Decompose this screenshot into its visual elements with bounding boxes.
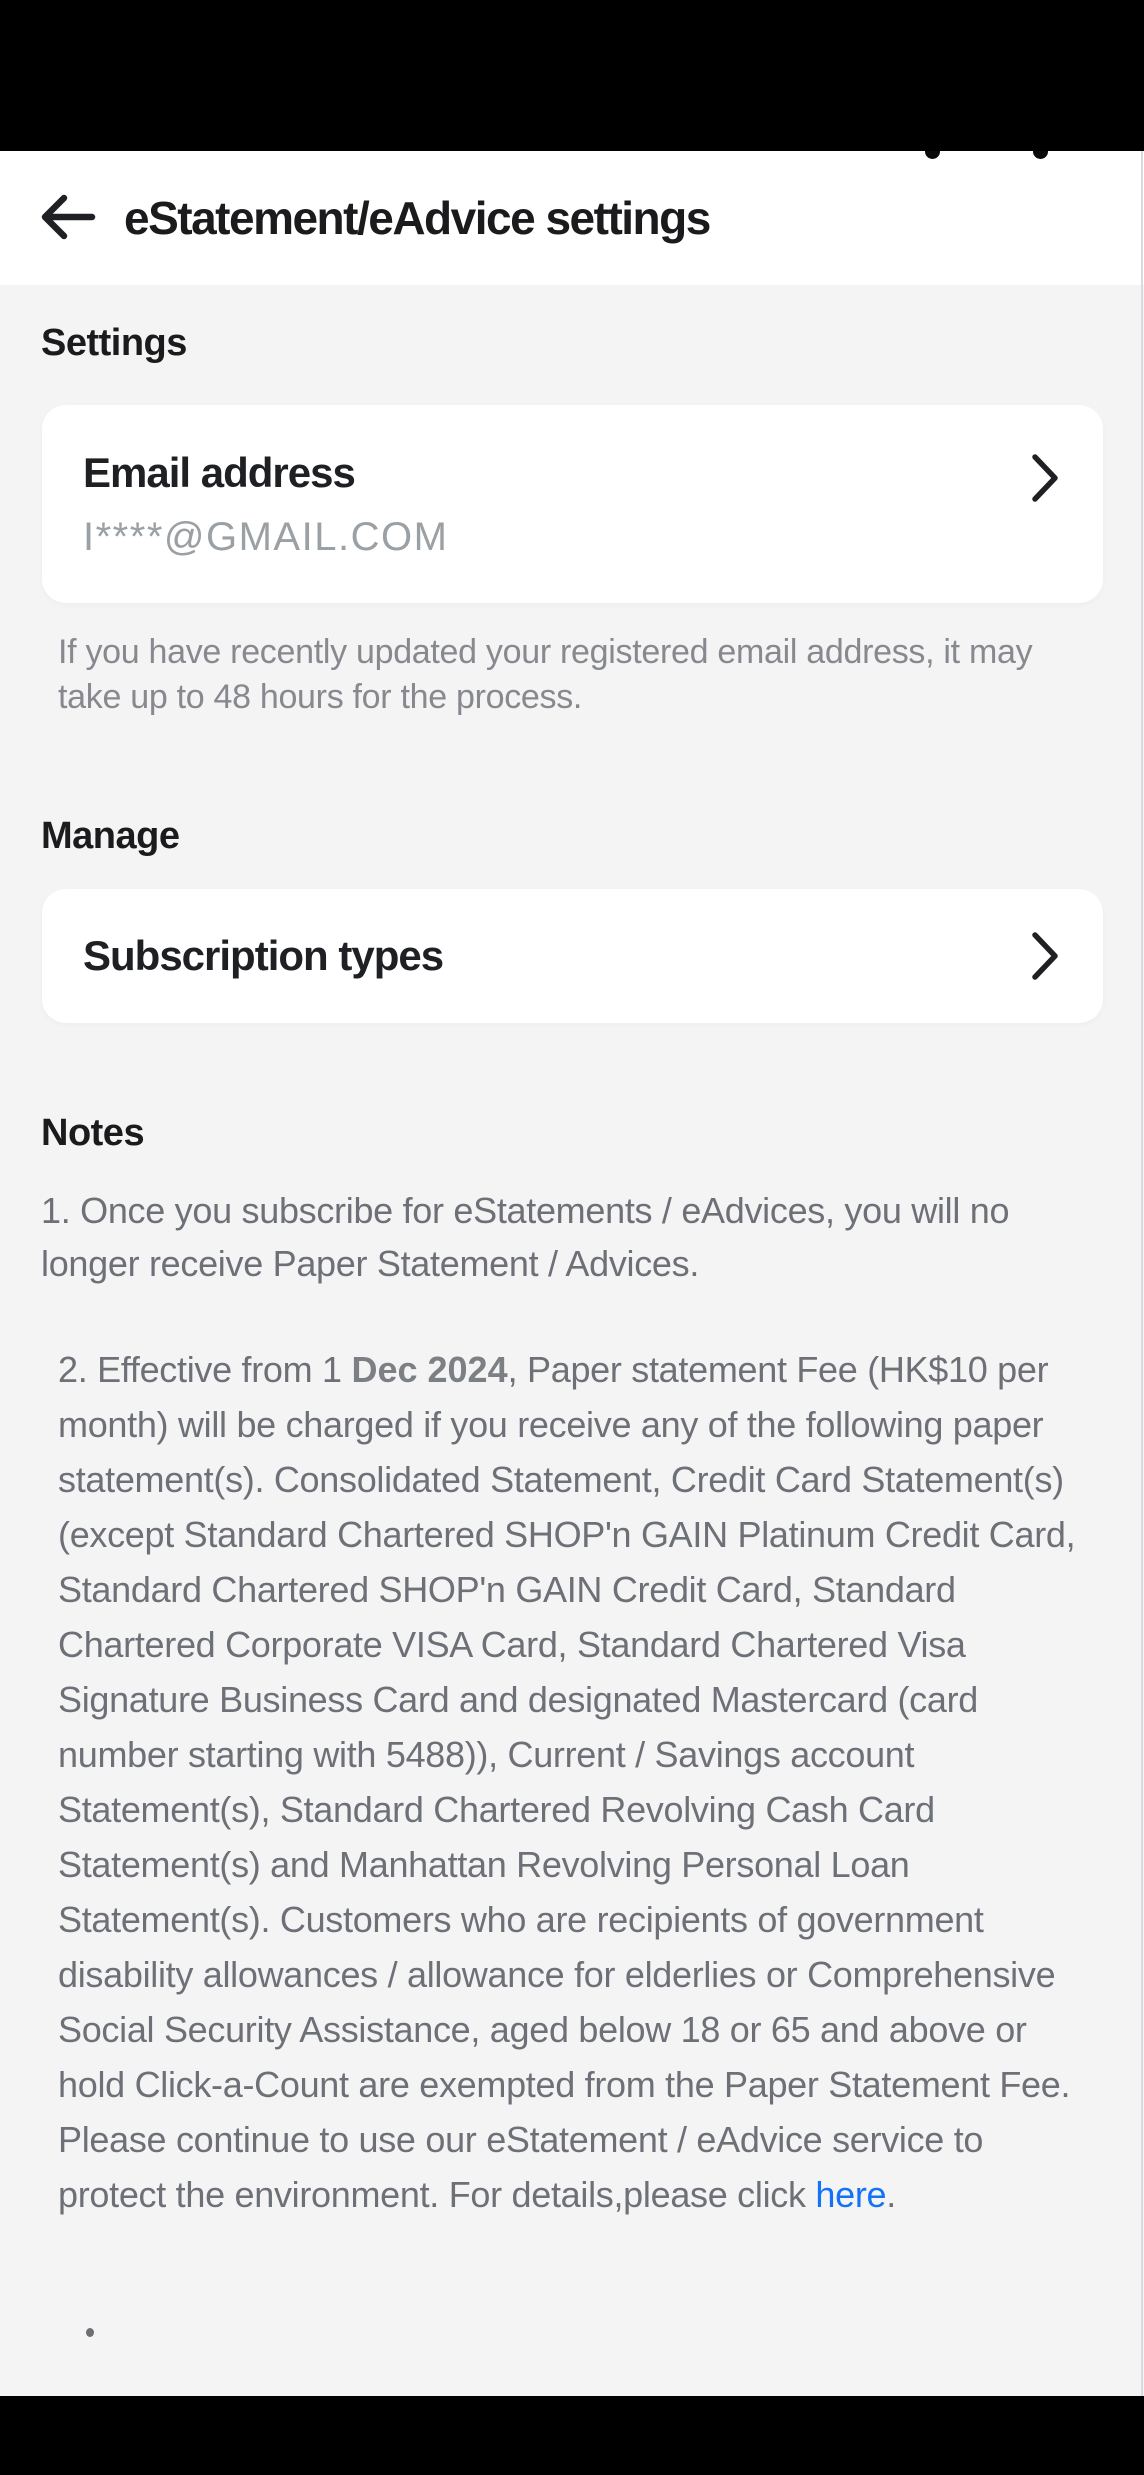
chevron-right-icon (1031, 931, 1059, 981)
section-label-manage: Manage (41, 815, 180, 857)
note2-suffix-text: . (886, 2174, 896, 2215)
email-address-label: Email address (83, 449, 355, 496)
here-link[interactable]: here (815, 2174, 887, 2215)
chevron-right-icon (1031, 453, 1059, 503)
section-label-notes: Notes (41, 1112, 145, 1154)
note-paragraph-1: 1. Once you subscribe for eStatements / eAdvices, you will no longer receive Paper Statement / Advices. (41, 1190, 1010, 1284)
email-address-value: I****@GMAIL.COM (83, 515, 449, 559)
note2-effective-date: Dec 2024 (351, 1349, 508, 1390)
page-title: eStatement/eAdvice settings (124, 192, 710, 244)
note2-body-text: , Paper statement Fee (HK$10 per month) will be charged if you receive any of the following paper statement(s). Consolidated Statement, Credit Card Statement(s) (except Standard Chartered SHOP'n GAIN Platinum Credit Card, Standard Chartered SHOP'n GAIN Credit Card, Standard Chartered Corporate VISA Card, Standard Chartered Visa Signature Business Card and designated Mastercard (card number starting with 5488)), Current / Savings account Statement(s), Standard Chartered Revolving Cash Card Statement(s) and Manhattan Revolving Personal Loan Statement(s). Customers who are recipients of government disability allowances / allowance for elderlies or Comprehensive Social Security Assistance, aged below 18 or 65 and above or hold Click-a-Count are exempted from the Paper Statement Fee. Please continue to use our eStatement / eAdvice service to protect the environment. For details,please click (58, 1349, 1076, 2215)
screen-edge-line (1141, 151, 1143, 2396)
subscription-types-row[interactable] (42, 889, 1103, 1023)
header (0, 151, 1144, 285)
screen-artifact-dot (86, 2328, 94, 2337)
arrow-left-icon (40, 194, 96, 243)
subscription-types-label: Subscription types (83, 932, 444, 979)
email-helper-note: If you have recently updated your registered email address, it may take up to 48 hours for the process. (58, 633, 1033, 716)
back-button[interactable] (40, 188, 100, 248)
email-address-row[interactable] (42, 405, 1103, 603)
note-paragraph-2 (58, 1342, 1090, 2222)
section-label-settings: Settings (41, 322, 187, 364)
top-black-bar (0, 0, 1144, 151)
note2-prefix-text: 2. Effective from 1 (58, 1349, 352, 1390)
bottom-black-bar (0, 2396, 1144, 2475)
